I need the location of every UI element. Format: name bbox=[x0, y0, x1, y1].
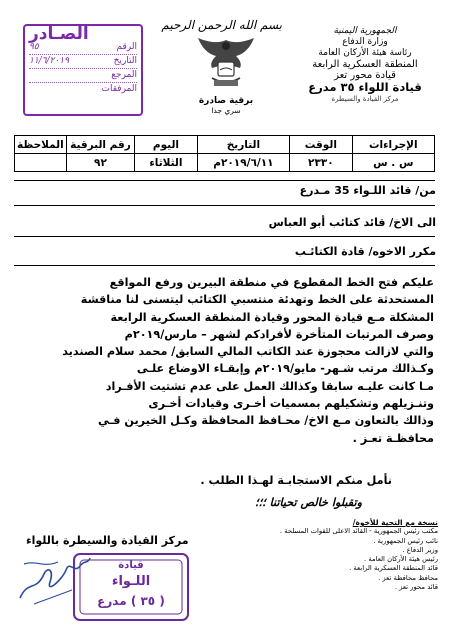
body-line: محافظـة تعـز . bbox=[352, 431, 434, 445]
stamp-number-label: الرقم bbox=[116, 42, 137, 52]
body-line: والتي لازالت محجوزة عند الكاتب المالي السابق/ محمد سلام الصنديد bbox=[62, 345, 434, 359]
outgoing-stamp bbox=[23, 24, 143, 116]
stamp-attachments-row bbox=[29, 83, 137, 96]
telegram-info-table bbox=[14, 135, 435, 172]
cc-item: وزير الدفاع . bbox=[402, 545, 438, 554]
telegram-type: برقية صادرة bbox=[198, 96, 254, 106]
emblem-block bbox=[161, 18, 282, 115]
body-line: وذالك بالتعاون مـع الاخ/ محـافظ المحافظة وكـل الخيرين فـي bbox=[98, 414, 434, 428]
table-cell: ٢٣٣٠ bbox=[290, 154, 352, 172]
stamp-date-label: التاريخ bbox=[113, 56, 137, 66]
divider bbox=[14, 205, 435, 206]
table-row bbox=[15, 154, 435, 172]
body-line: المشكلة مـع قيادة المحور وقيادة المنطقة العسكرية الرابعة bbox=[110, 310, 434, 324]
stamp-reference-row bbox=[29, 69, 137, 83]
table-header-row bbox=[15, 136, 435, 154]
divider bbox=[14, 265, 435, 266]
presidency-name: رئاسة هيئة الأركان العامة bbox=[318, 48, 412, 58]
stamp-title: الصـادر bbox=[29, 24, 89, 44]
table-header: التاريخ bbox=[197, 136, 289, 154]
table-cell: الثلاثاء bbox=[135, 154, 198, 172]
closing-request: نأمل منكم الاستجابـة لهـذا الطلب . bbox=[200, 474, 392, 487]
center-name: مركز القيادة والسيطرة bbox=[331, 95, 399, 103]
table-cell: ٢٠١٩/٦/١١م bbox=[197, 154, 289, 172]
body-line: المستحدثة على الخط وتهدئة منتسبي الكتائب ليتسنى لنا مناقشة bbox=[80, 293, 434, 307]
body-line: وكـذالك مرتب شـهر- مايو/٢٠١٩م وإبقـاء الاوضاع علـى bbox=[136, 362, 434, 376]
stamp-date-value: ١١/٦/٢٠١٩ bbox=[29, 56, 69, 66]
body-line: مـا كانت عليـه سابقا وكذالك العمل على عدم تشتيت الأفـراد bbox=[105, 379, 434, 393]
table-header: الإجراءات bbox=[352, 136, 434, 154]
table-header: الوقت bbox=[290, 136, 352, 154]
secrecy-level: سري جدا bbox=[211, 106, 241, 115]
republic-name: الجمهورية اليمنية bbox=[333, 26, 397, 36]
cc-item: مكتب رئيس الجمهورية - القائد الاعلى للقوات المسلحة . bbox=[279, 527, 438, 536]
table-header: اليوم bbox=[135, 136, 198, 154]
divider bbox=[14, 236, 435, 237]
table-header: رقم البرقية bbox=[66, 136, 134, 154]
closing-regards: وتقبلوا خالص تحياتنا ؛؛؛ bbox=[255, 495, 362, 509]
cc-item: قائد المنطقة العسكرية الرابعة . bbox=[349, 564, 438, 573]
brigade-name: قيادة اللواء ٣٥ مدرع bbox=[308, 80, 422, 94]
ministry-name: وزارة الدفاع bbox=[342, 37, 388, 47]
handwritten-signature-icon bbox=[14, 540, 94, 610]
stamp-attachments-label: المرفقات bbox=[101, 84, 137, 94]
body-line: وصرف المرتبات المتأخرة لأفرادكم لشهر – مارس/٢٠١٩م bbox=[124, 327, 434, 341]
basmala: بسم الله الرحمن الرحيم bbox=[161, 18, 282, 32]
axis-name: قيادة محور تعز bbox=[334, 70, 396, 81]
stamp-number-value: ٩٥ bbox=[29, 42, 39, 52]
table-header: الملاحظة bbox=[15, 136, 67, 154]
seal-text-top: قيادة bbox=[118, 560, 144, 571]
routing-from: من/ قائد اللـواء 35 مـدرع bbox=[299, 184, 436, 197]
body-line: وتنـزيلهم وتشكيلهم بمسميات أخـرى وقيادات أخـرى bbox=[148, 397, 434, 411]
cc-title: نسخة مع التحية للأخوة/ bbox=[352, 518, 438, 527]
table-cell bbox=[15, 154, 67, 172]
eagle-emblem-icon bbox=[194, 34, 258, 90]
cc-item: رئيس هيئة الأركان العامة . bbox=[364, 555, 438, 564]
cc-item: قائد محور تعز . bbox=[394, 583, 438, 592]
issuing-authority bbox=[290, 26, 440, 105]
routing-copy: مكرر الاخوه/ قادة الكتائـب bbox=[294, 245, 436, 258]
message-body bbox=[14, 274, 434, 447]
cc-list bbox=[238, 518, 438, 592]
table-cell: ٩٢ bbox=[66, 154, 134, 172]
body-line: عليكم فتح الخط المقطوع في منطقة البيرين ورفع المواقع bbox=[109, 276, 434, 289]
divider bbox=[14, 180, 435, 181]
seal-text-mid: اللـواء bbox=[111, 574, 151, 589]
region-name: المنطقة العسكرية الرابعة bbox=[312, 59, 418, 70]
cc-item: محافظ محافظة تعز . bbox=[378, 573, 438, 582]
cc-item: نائب رئيس الجمهورية . bbox=[373, 536, 438, 545]
routing-to: الى الاخ/ قائد كتائب أبو العباس bbox=[268, 216, 436, 229]
signature-label: مركز القيادة والسيطرة باللواء bbox=[26, 534, 189, 547]
stamp-date-row bbox=[29, 55, 137, 69]
table-cell: س . س bbox=[352, 154, 434, 172]
stamp-reference-label: المرجع bbox=[111, 70, 137, 80]
seal-text-bottom: ( ٣٥ ) مدرع bbox=[97, 594, 165, 608]
